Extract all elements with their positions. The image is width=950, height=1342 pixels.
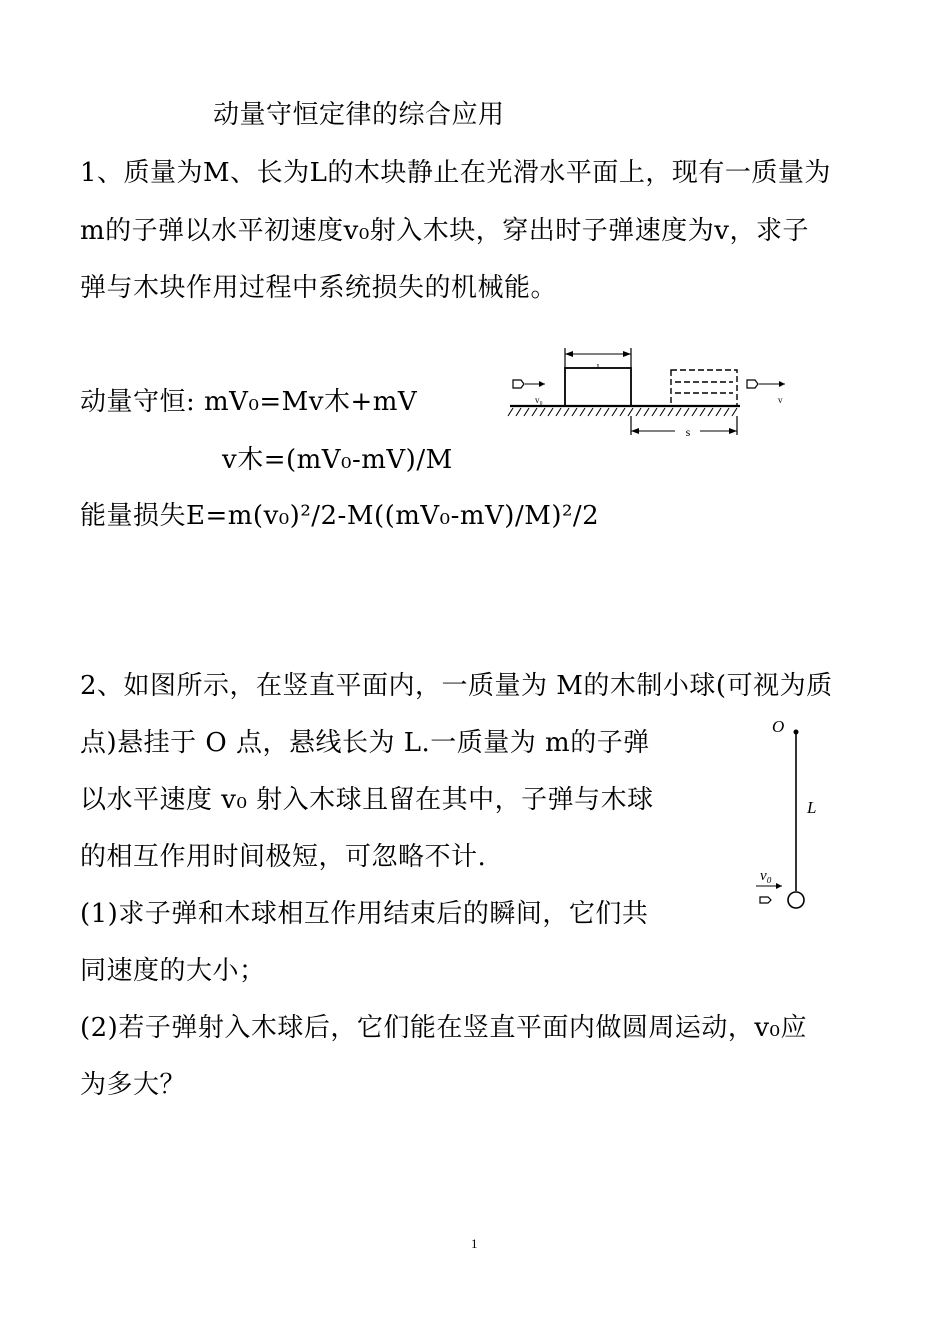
pendulum-figure [740,710,840,920]
problem2-line-2: 点)悬挂于 O 点，悬线长为 L.一质量为 m的子弹 [80,728,650,758]
bullet-pendulum [760,897,771,903]
ground-hatching [508,408,737,416]
page-title: 动量守恒定律的综合应用 [213,100,505,130]
wooden-ball [788,892,804,908]
problem2-line-5: (1)求子弹和木球相互作用结束后的瞬间，它们共 [80,899,649,929]
wood-block [565,368,631,406]
problem2-line-6: 同速度的大小； [80,956,266,986]
problem2-line-4: 的相互作用时间极短，可忽略不计. [80,842,487,872]
wood-block-final [671,370,737,406]
problem2-line-1: 2、如图所示，在竖直平面内，一质量为 M的木制小球(可视为质 [80,671,833,701]
bullet-incoming [513,380,524,388]
bullet-outgoing [747,380,758,388]
solution-momentum: 动量守恒: mV₀=Mv木+mV [80,387,418,417]
solution-block-velocity: v木=(mV₀-mV)/M [222,445,453,475]
page-number: 1 [471,1236,478,1251]
v-label-fig1: v [778,395,783,405]
problem1-line-3: 弹与木块作用过程中系统损失的机械能。 [80,273,558,303]
length-L-label: L [807,798,817,817]
v0-label-fig2: v₀ [760,868,772,884]
solution-energy-loss: 能量损失E=m(v₀)²/2-M((mV₀-mV)/M)²/2 [80,501,600,531]
problem1-line-2: m的子弹以水平初速度v₀射入木块，穿出时子弹速度为v，求子 [80,216,809,246]
pivot-O-label: O [772,717,785,736]
v0-label-fig1: v₀ [535,395,543,405]
problem2-line-8: 为多大？ [80,1070,187,1100]
problem2-line-7: (2)若子弹射入木球后，它们能在竖直平面内做圆周运动，v₀应 [80,1013,807,1043]
bullet-block-figure [505,340,805,445]
problem1-line-1: 1、质量为M、长为L的木块静止在光滑水平面上，现有一质量为 [80,158,831,188]
problem2-line-3: 以水平速度 v₀ 射入木球且留在其中，子弹与木球 [80,785,654,815]
s-label: s [685,425,691,439]
